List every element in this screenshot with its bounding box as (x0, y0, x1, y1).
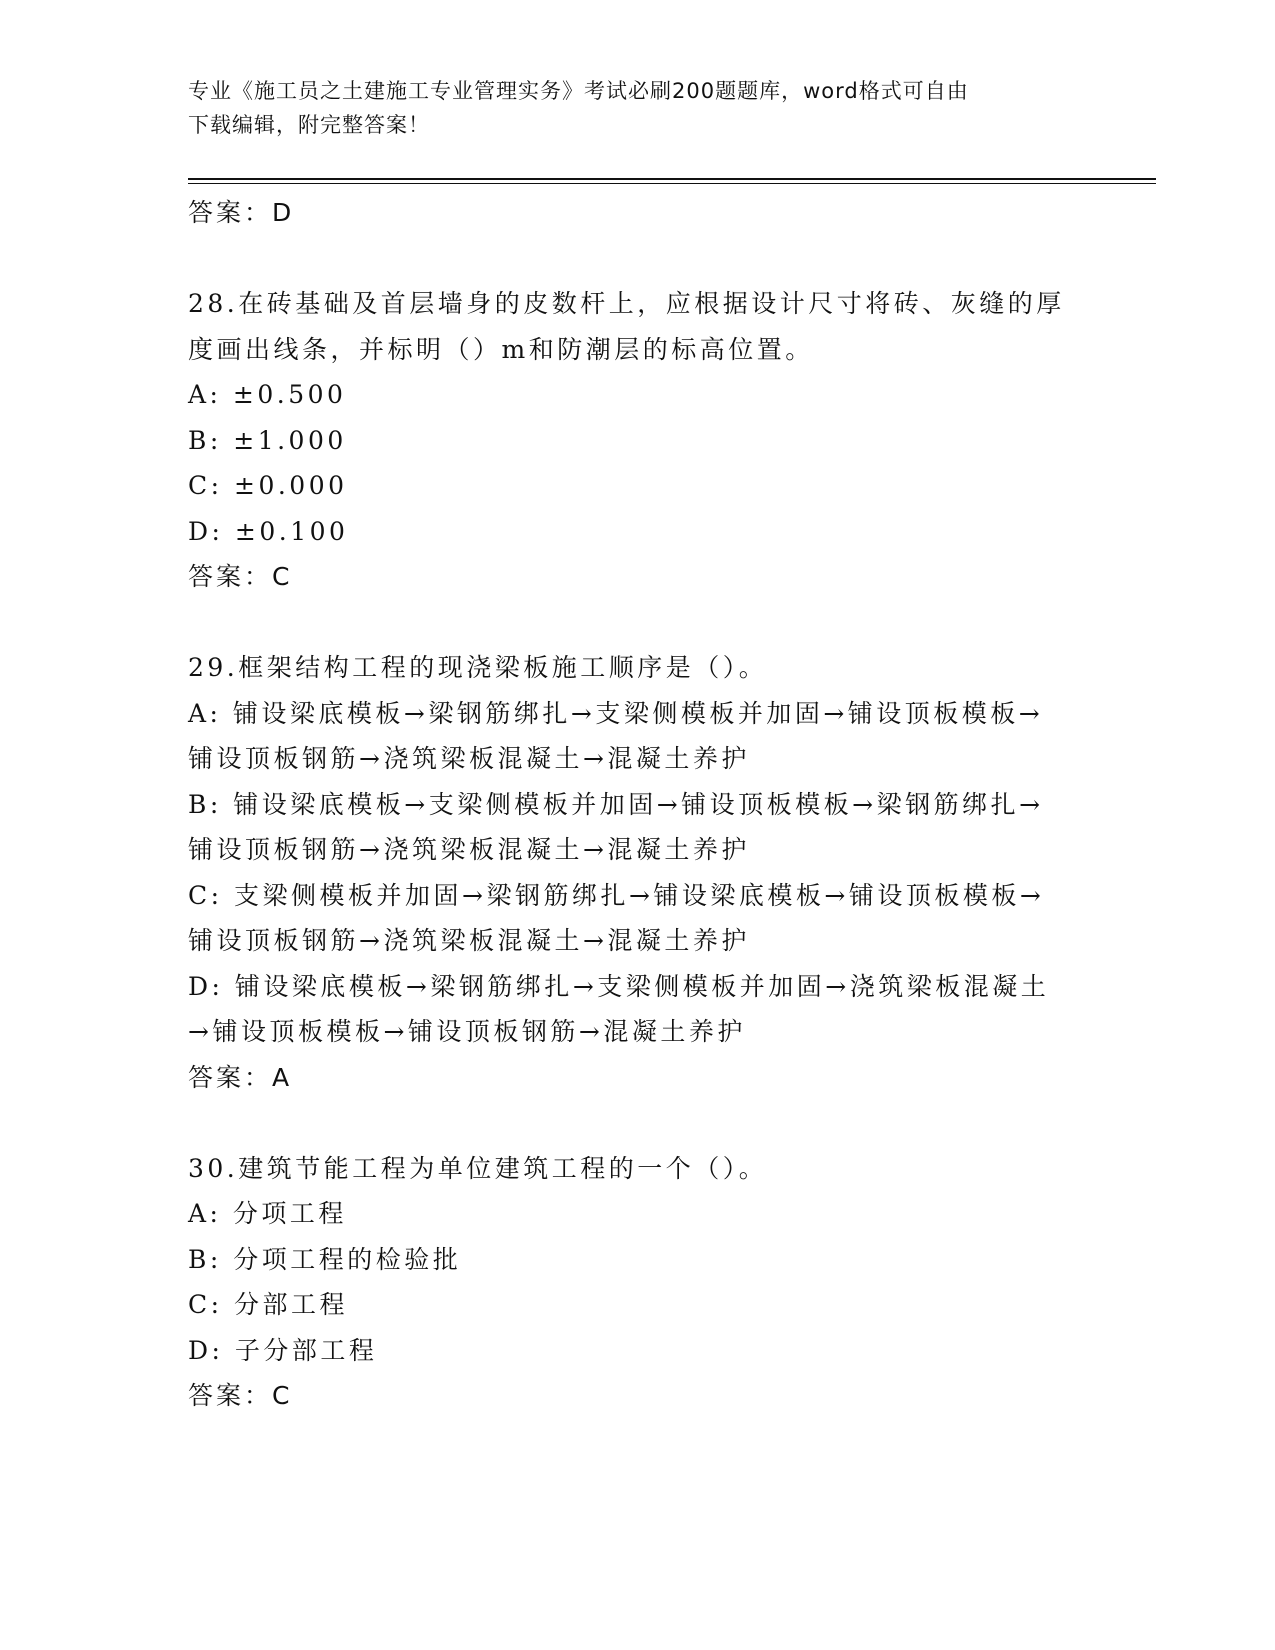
question-28-option-d: D: ±0.100 (188, 516, 349, 546)
question-28-option-c: C: ±0.000 (188, 471, 348, 500)
question-29-answer: 答案：A (188, 1062, 293, 1092)
question-30-option-c: C: 分部工程 (188, 1290, 348, 1319)
header-divider-thin (188, 183, 1156, 184)
question-29-option-b-line-2: 铺设顶板钢筋→浇筑梁板混凝土→混凝土养护 (188, 835, 750, 864)
question-29-option-a-line-2: 铺设顶板钢筋→浇筑梁板混凝土→混凝土养护 (188, 744, 750, 773)
question-29-option-d-line-2: →铺设顶板模板→铺设顶板钢筋→混凝土养护 (188, 1017, 746, 1046)
question-29-option-b-line-1: B: 铺设梁底模板→支梁侧模板并加固→铺设顶板模板→梁钢筋绑扎→ (188, 789, 1044, 819)
question-29-option-c-line-1: C: 支梁侧模板并加固→梁钢筋绑扎→铺设梁底模板→铺设顶板模板→ (188, 880, 1045, 910)
question-29-option-d-line-1: D: 铺设梁底模板→梁钢筋绑扎→支梁侧模板并加固→浇筑梁板混凝土 (188, 971, 1050, 1001)
question-29-stem: 29.框架结构工程的现浇梁板施工顺序是（）。 (188, 653, 768, 682)
spacer (188, 236, 1088, 282)
spacer (188, 1100, 1088, 1146)
question-29-option-c-line-2: 铺设顶板钢筋→浇筑梁板混凝土→混凝土养护 (188, 926, 750, 955)
previous-question-answer: 答案：D (188, 198, 295, 227)
question-29 (188, 645, 1088, 1100)
question-30-option-b: B: 分项工程的检验批 (188, 1244, 462, 1274)
question-28-option-a: A: ±0.500 (188, 380, 347, 409)
header-divider-thick (188, 178, 1156, 180)
spacer (188, 600, 1088, 646)
question-30-option-a: A: 分项工程 (188, 1199, 347, 1228)
question-30-answer: 答案：C (188, 1381, 293, 1410)
question-30 (188, 1146, 1088, 1419)
document-header (188, 74, 1068, 142)
question-29-option-a-line-1: A: 铺设梁底模板→梁钢筋绑扎→支梁侧模板并加固→铺设顶板模板→ (188, 698, 1044, 728)
question-28-stem-line-1: 28.在砖基础及首层墙身的皮数杆上，应根据设计尺寸将砖、灰缝的厚 (188, 289, 1065, 318)
question-28-option-b: B: ±1.000 (188, 425, 347, 455)
question-30-option-d: D: 子分部工程 (188, 1335, 378, 1365)
question-28-answer: 答案：C (188, 562, 293, 591)
question-30-stem: 30.建筑节能工程为单位建筑工程的一个（）。 (188, 1153, 768, 1183)
question-content (188, 190, 1088, 1419)
question-28 (188, 281, 1088, 600)
question-28-stem-line-2: 度画出线条，并标明（）m和防潮层的标高位置。 (188, 334, 814, 364)
header-title-line-1: 专业《施工员之土建施工专业管理实务》考试必刷200题题库，word格式可自由 (188, 79, 969, 103)
header-title-line-2: 下载编辑，附完整答案！ (188, 113, 430, 137)
